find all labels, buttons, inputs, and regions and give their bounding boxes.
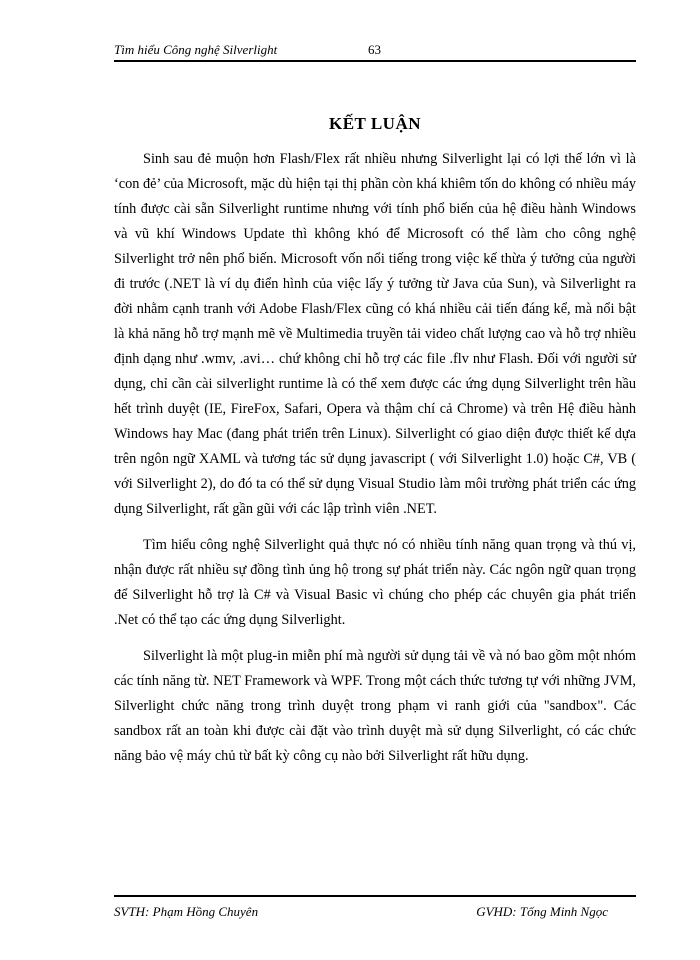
footer-student: SVTH: Phạm Hồng Chuyên: [114, 904, 259, 919]
section-heading: KẾT LUẬN: [328, 114, 421, 133]
body-text: [114, 147, 636, 780]
paragraph: Silverlight là một plug-in miễn phí mà người sử dụng tải về và nó bao gồm một nhóm các tính năng từ. NET Framework và WPF. Trong một cách thức tương tự với những JVM, Silverlight chức năng trong trình duyệt trong phạm vi ranh giới của "sandbox". Các sandbox rất an toàn khi được cài đặt vào trình duyệt mà sử dụng Silverlight, có các chức năng bảo vệ máy chủ từ bất kỳ công cụ nào bởi Silverlight rất hữu dụng.: [114, 648, 636, 764]
paragraph: Tìm hiểu công nghệ Silverlight quả thực nó có nhiều tính năng quan trọng và thú vị, nhận được rất nhiều sự đồng tình ủng hộ trong sự phát triển này. Các ngôn ngữ quan trọng để Silverlight hỗ trợ là C# và Visual Basic vì chúng cho phép các chuyên gia phát triển .Net có thể tạo các ứng dụng Silverlight.: [114, 537, 636, 628]
page-header: [114, 42, 636, 62]
footer-advisor: GVHD: Tống Minh Ngọc: [476, 904, 608, 919]
header-title: Tìm hiểu Công nghệ Silverlight: [114, 42, 278, 57]
footer-divider: [114, 895, 636, 897]
paragraph: Sinh sau đẻ muộn hơn Flash/Flex rất nhiều nhưng Silverlight lại có lợi thế lớn vì là ‘con đẻ’ của Microsoft, mặc dù hiện tại thị phần còn khá khiêm tốn do không có nhiều máy tính được cài sẵn Silverlight runtime nhưng với tính phổ biến của hệ điều hành Windows và vũ khí Windows Update thì không khó để Microsoft có thể làm cho công nghệ Silverlight trở nên phổ biến. Microsoft vốn nổi tiếng trong việc kế thừa ý tưởng của người đi trước (.NET là ví dụ điển hình của việc lấy ý tưởng từ Java của Sun), và Silverlight ra đời nhằm cạnh tranh với Adobe Flash/Flex cũng có khá nhiều cải tiến đáng kể, mà nổi bật là khả năng hỗ trợ mạnh mẽ về Multimedia truyền tải video chất lượng cao và hỗ trợ nhiều định dạng như .wmv, .avi… chứ không chỉ hỗ trợ các file .flv như Flash. Đối với người sử dụng, chỉ cần cài silverlight runtime là có thể xem được các ứng dụng Silverlight trên hầu hết trình duyệt (IE, FireFox, Safari, Opera và thậm chí cả Chrome) và trên Hệ điều hành Windows hay Mac (đang phát triển trên Linux). Silverlight có giao diện được thiết kế dựa trên ngôn ngữ XAML và tương tác sử dụng javascript ( với Silverlight 1.0) hoặc C#, VB ( với Silverlight 2), do đó ta có thể sử dụng Visual Studio làm môi trường phát triển các ứng dụng Silverlight, rất gần gũi với các lập trình viên .NET.: [114, 151, 636, 517]
header-divider: [114, 60, 636, 62]
page-number: 63: [368, 42, 381, 57]
